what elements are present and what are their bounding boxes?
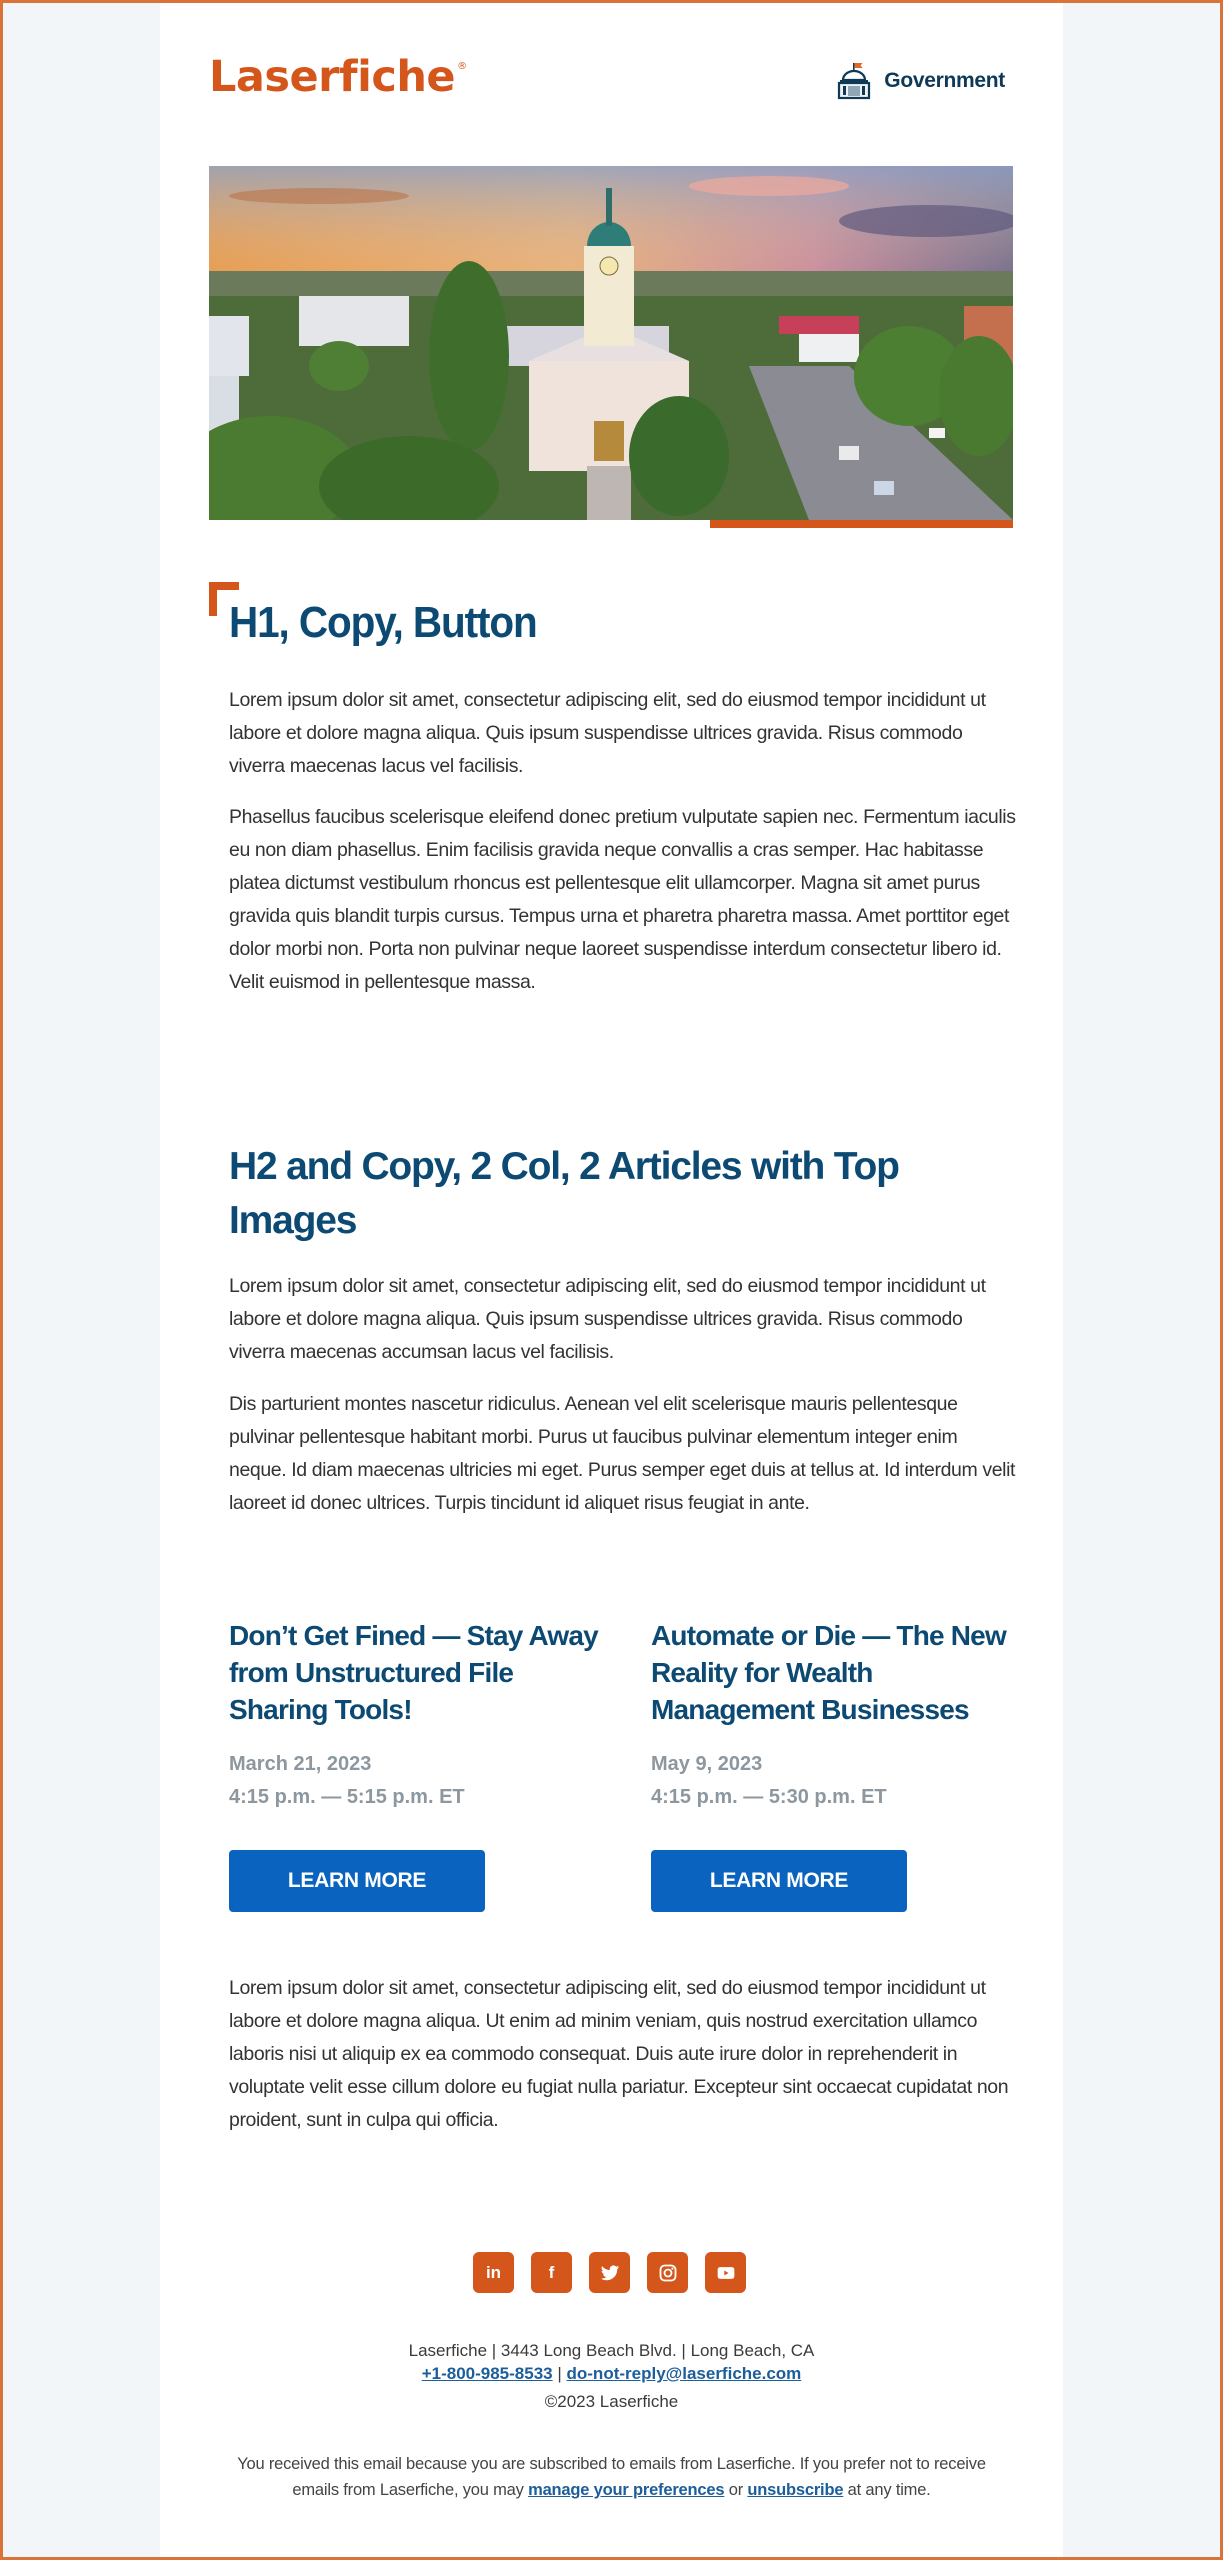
hero-accent-bar xyxy=(710,520,1013,528)
company-address: Laserfiche | 3443 Long Beach Blvd. | Long Beach, CA xyxy=(408,2341,815,2360)
registered-mark: ® xyxy=(457,61,467,72)
section-heading-h2: H2 and Copy, 2 Col, 2 Articles with Top Images xyxy=(229,1145,899,1242)
copyright: ©2023 Laserfiche xyxy=(544,2392,679,2411)
closing-paragraph: Lorem ipsum dolor sit amet, consectetur adipiscing elit, sed do eiusmod tempor incididunt ut labore et dolore magna aliqua. Ut enim ad minim veniam, quis nostrud exercitation ullamco laboris nisi ut aliquip ex ea commodo consequat. Duis aute irure dolor in reprehenderit in voluptate velit esse cillum dolore eu fugiat nulla pariatur. Excepteur sint occaecat cupidatat non proident, sunt in culpa qui officia. xyxy=(229,1977,1009,2131)
subscription-disclaimer xyxy=(220,2451,1003,2503)
vertical-label: Government xyxy=(884,69,1005,92)
twitter-icon xyxy=(600,2263,620,2283)
section-heading-h1: H1, Copy, Button xyxy=(229,598,537,647)
section2-paragraph-2: Dis parturient montes nascetur ridiculus. Aenean vel elit scelerisque mauris pellentesque pulvinar pellentesque habitant morbi. Purus ut faucibus pulvinar elementum integer enim neque. Id diam maecenas ultricies mi eget. Purus semper eget duis at tellus at. Id interdum velit laoreet id donec ultrices. Turpis tincidunt id aliquet risus feugiat in ante. xyxy=(229,1393,1016,1514)
twitter-button[interactable] xyxy=(589,2252,630,2293)
learn-more-button[interactable]: LEARN MORE xyxy=(229,1850,485,1912)
phone-link[interactable]: +1-800-985-8533 xyxy=(421,2364,553,2383)
laserfiche-logo[interactable] xyxy=(209,52,467,102)
email-link[interactable]: do-not-reply@laserfiche.com xyxy=(566,2364,802,2383)
youtube-button[interactable] xyxy=(705,2252,746,2293)
learn-more-button[interactable]: LEARN MORE xyxy=(651,1850,907,1912)
article-title[interactable]: Don’t Get Fined — Stay Away from Unstructured File Sharing Tools! xyxy=(229,1620,598,1725)
social-links xyxy=(473,2252,746,2293)
hero-image xyxy=(209,166,1013,520)
linkedin-button[interactable] xyxy=(473,2252,514,2293)
article-time: 4:15 p.m. — 5:30 p.m. ET xyxy=(651,1786,887,1808)
article-title[interactable]: Automate or Die — The New Reality for Wealth Management Businesses xyxy=(651,1620,1006,1725)
article-card-1 xyxy=(229,1617,599,1912)
manage-preferences-link[interactable]: manage your preferences xyxy=(528,2481,725,2499)
linkedin-icon: in xyxy=(485,2262,502,2282)
footer-separator: | xyxy=(552,2364,567,2383)
article-card-2 xyxy=(651,1617,1021,1912)
disclaimer-text: at any time. xyxy=(843,2481,931,2499)
vertical-badge xyxy=(836,62,1005,100)
youtube-icon xyxy=(716,2263,736,2283)
article-date: March 21, 2023 xyxy=(229,1753,372,1775)
capitol-building-icon xyxy=(836,62,872,100)
article-time: 4:15 p.m. — 5:15 p.m. ET xyxy=(229,1786,465,1808)
instagram-icon xyxy=(658,2263,678,2283)
disclaimer-text: or xyxy=(724,2481,748,2499)
facebook-icon: f xyxy=(548,2262,555,2282)
instagram-button[interactable] xyxy=(647,2252,688,2293)
section1-paragraph-2: Phasellus faucibus scelerisque eleifend donec pretium vulputate sapien nec. Fermentum iaculis eu non diam phasellus. Enim facilisis gravida neque convallis a cras semper. Hac habitasse platea dictumst vestibulum rhoncus est pellentesque elit ullamcorper. Magna sit amet purus gravida quis blandit turpis cursus. Tempus urna et pharetra pharetra massa. Amet porttitor eget dolor morbi non. Porta non pulvinar neque laoreet suspendisse interdum consectetur libero id. Velit euismod in pellentesque massa. xyxy=(229,806,1016,993)
section2-paragraph-1: Lorem ipsum dolor sit amet, consectetur adipiscing elit, sed do eiusmod tempor incididunt ut labore et dolore magna aliqua. Quis ipsum suspendisse ultrices gravida. Risus commodo viverra maecenas accumsan lacus vel facilisis. xyxy=(229,1275,986,1363)
page-background-right xyxy=(1063,0,1223,2560)
page-background-left xyxy=(0,0,160,2560)
footer-address-block xyxy=(160,2339,1063,2385)
logo-text: Laserfiche xyxy=(209,52,456,102)
article-date: May 9, 2023 xyxy=(651,1753,763,1775)
section1-paragraph-1: Lorem ipsum dolor sit amet, consectetur adipiscing elit, sed do eiusmod tempor incididunt ut labore et dolore magna aliqua. Quis ipsum suspendisse ultrices gravida. Risus commodo viverra maecenas lacus vel facilisis. xyxy=(229,689,986,777)
email-body xyxy=(160,0,1063,2560)
facebook-button[interactable] xyxy=(531,2252,572,2293)
unsubscribe-link[interactable]: unsubscribe xyxy=(747,2481,844,2499)
disclaimer-text: You received this email because you are subscribed to emails from Laserfiche. If you prefer not to receive emails from Laserfiche, you may xyxy=(237,2455,986,2499)
